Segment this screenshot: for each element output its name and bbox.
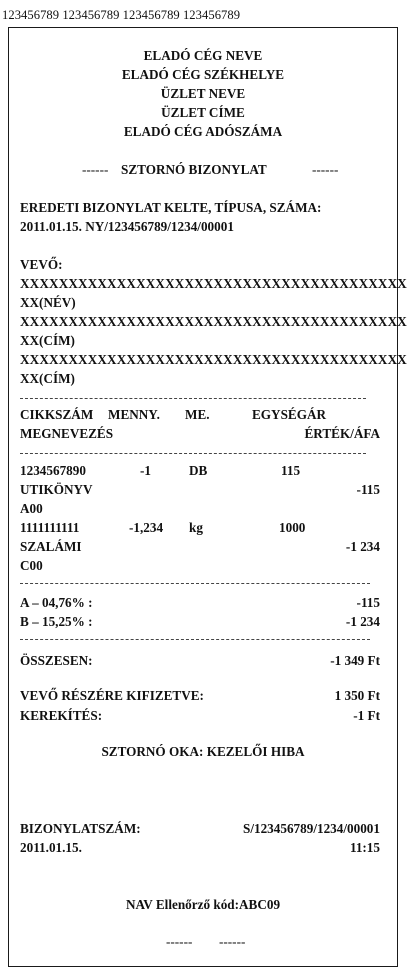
vat-b-label: B – 15,25% : <box>20 614 93 629</box>
item-value: -115 <box>356 482 380 497</box>
item-vat-code: A00 <box>20 501 43 516</box>
title-dash-right: ------ <box>312 162 339 177</box>
item-name: UTIKÖNYV <box>20 482 93 497</box>
end-dash-left: ------ <box>166 934 193 949</box>
item-name: SZALÁMI <box>20 539 82 554</box>
separator <box>20 583 370 584</box>
separator <box>20 639 370 640</box>
buyer-label: VEVŐ: <box>20 257 63 272</box>
vat-a-label: A – 04,76% : <box>20 595 93 610</box>
rounding-label: KEREKÍTÉS: <box>20 708 103 723</box>
receipt <box>8 27 407 967</box>
item-unit: kg <box>189 520 203 535</box>
item-quantity: -1,234 <box>129 520 164 535</box>
item-unit-price: 1000 <box>279 520 306 535</box>
title-dash-left: ------ <box>82 162 109 177</box>
end-dash-right: ------ <box>219 934 246 949</box>
item-value: -1 234 <box>345 539 380 554</box>
buyer-address-line-2: XXXXXXXXXXXXXXXXXXXXXXXXXXXXXXXXXXXXXXXX <box>20 352 407 367</box>
column-code: CIKKSZÁM <box>20 407 94 422</box>
item-vat-code: C00 <box>20 558 43 573</box>
paid-label: VEVŐ RÉSZÉRE KIFIZETVE: <box>20 688 204 703</box>
column-unit-price: EGYSÉGÁR <box>252 407 327 422</box>
column-value-vat: ÉRTÉK/ÁFA <box>304 426 380 441</box>
original-doc-value: 2011.01.15. NY/123456789/1234/00001 <box>20 219 234 234</box>
buyer-name-line: XXXXXXXXXXXXXXXXXXXXXXXXXXXXXXXXXXXXXXXX <box>20 276 407 291</box>
buyer-name-tag: XX(NÉV) <box>20 295 76 310</box>
ruler-text: 123456789 123456789 123456789 123456789 <box>2 8 241 22</box>
item-unit-price: 115 <box>281 463 301 478</box>
item-quantity: -1 <box>140 463 151 478</box>
seller-name: ELADÓ CÉG NEVE <box>143 48 263 63</box>
seller-tax-number: ELADÓ CÉG ADÓSZÁMA <box>123 124 283 139</box>
separator <box>20 453 366 454</box>
column-quantity: MENNY. <box>108 407 160 422</box>
separator <box>20 398 366 399</box>
rounding-value: -1 Ft <box>353 708 380 723</box>
document-title: SZTORNÓ BIZONYLAT <box>121 162 267 177</box>
vat-a-value: -115 <box>356 595 380 610</box>
doc-number-value: S/123456789/1234/00001 <box>242 821 380 836</box>
item-unit: DB <box>189 463 208 478</box>
shop-address: ÜZLET CÍME <box>161 105 245 120</box>
item-code: 1234567890 <box>20 463 86 478</box>
buyer-address-tag: XX(CÍM) <box>20 333 75 348</box>
item-code: 1111111111 <box>20 520 80 535</box>
seller-address: ELADÓ CÉG SZÉKHELYE <box>121 67 285 82</box>
doc-number-label: BIZONYLATSZÁM: <box>20 821 141 836</box>
total-value: -1 349 Ft <box>330 653 380 668</box>
storno-reason: SZTORNÓ OKA: KEZELŐI HIBA <box>101 744 305 759</box>
original-doc-label: EREDETI BIZONYLAT KELTE, TÍPUSA, SZÁMA: <box>20 200 322 215</box>
shop-name: ÜZLET NEVE <box>160 86 246 101</box>
column-name: MEGNEVEZÉS <box>20 426 114 441</box>
nav-control-code: NAV Ellenőrző kód:ABC09 <box>125 897 281 912</box>
buyer-address-tag-2: XX(CÍM) <box>20 371 75 386</box>
buyer-address-line: XXXXXXXXXXXXXXXXXXXXXXXXXXXXXXXXXXXXXXXX <box>20 314 407 329</box>
total-label: ÖSSZESEN: <box>20 653 93 668</box>
column-unit: ME. <box>185 407 210 422</box>
paid-value: 1 350 Ft <box>334 688 380 703</box>
vat-b-value: -1 234 <box>345 614 380 629</box>
footer-date: 2011.01.15. <box>20 840 82 855</box>
footer-time: 11:15 <box>349 840 380 855</box>
